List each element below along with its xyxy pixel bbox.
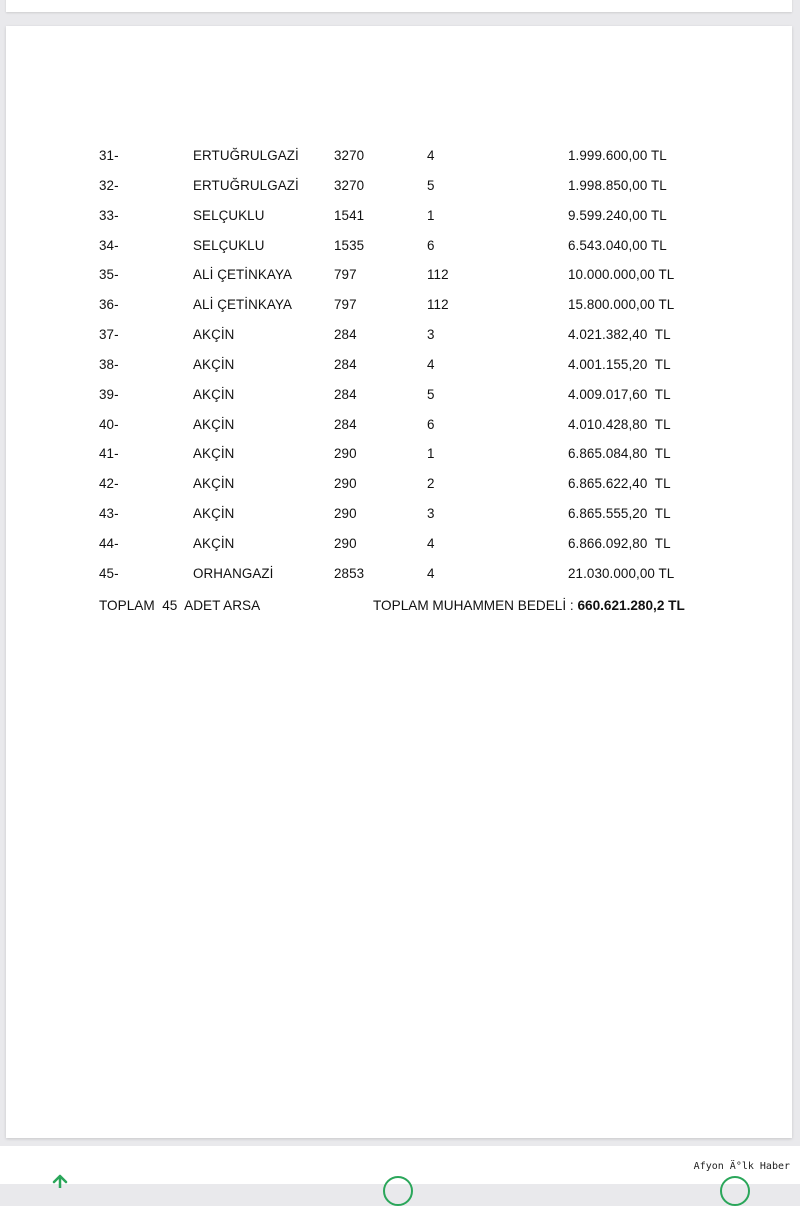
neighborhood-cell: ORHANGAZİ [193, 565, 274, 581]
value-cell: 4.021.382,40 TL [568, 327, 671, 343]
parcel-cell: 4 [427, 356, 435, 372]
row-number: 43- [99, 506, 119, 522]
table-row [6, 530, 792, 560]
block-cell: 1535 [334, 237, 365, 253]
value-cell: 15.800.000,00 TL [568, 297, 675, 313]
total-value [373, 598, 685, 613]
row-number: 34- [99, 237, 119, 253]
block-cell: 290 [334, 535, 357, 551]
row-number: 32- [99, 177, 119, 193]
whatsapp-icon[interactable] [383, 1176, 413, 1206]
value-cell: 6.865.084,80 TL [568, 446, 671, 462]
table-row [6, 440, 792, 470]
value-cell: 6.866.092,80 TL [568, 535, 671, 551]
parcel-cell: 4 [427, 535, 435, 551]
block-cell: 797 [334, 297, 357, 313]
parcel-cell: 6 [427, 237, 435, 253]
value-cell: 6.865.622,40 TL [568, 476, 671, 492]
table-row [6, 261, 792, 291]
row-number: 36- [99, 297, 119, 313]
neighborhood-cell: SELÇUKLU [193, 207, 265, 223]
value-cell: 21.030.000,00 TL [568, 565, 675, 581]
block-cell: 3270 [334, 148, 365, 163]
neighborhood-cell: AKÇİN [193, 356, 235, 372]
table-row [6, 411, 792, 441]
table-row [6, 232, 792, 262]
share-icon[interactable] [50, 1174, 70, 1188]
totals-line [6, 598, 792, 618]
neighborhood-cell: AKÇİN [193, 386, 235, 402]
parcel-cell: 5 [427, 386, 435, 402]
row-number: 41- [99, 446, 119, 462]
table-row [6, 381, 792, 411]
table-row [6, 202, 792, 232]
value-cell: 4.010.428,80 TL [568, 416, 671, 432]
parcel-cell: 4 [427, 565, 435, 581]
block-cell: 1541 [334, 207, 365, 223]
row-number: 35- [99, 267, 119, 283]
table-row [6, 500, 792, 530]
row-number: 42- [99, 476, 119, 492]
circle-action-icon[interactable] [720, 1176, 750, 1206]
row-number: 44- [99, 535, 119, 551]
row-number: 40- [99, 416, 119, 432]
parcel-cell: 112 [427, 267, 449, 283]
row-number: 45- [99, 565, 119, 581]
neighborhood-cell: ALİ ÇETİNKAYA [193, 267, 293, 283]
block-cell: 284 [334, 356, 357, 372]
block-cell: 797 [334, 267, 357, 283]
table-row [6, 321, 792, 351]
value-cell: 6.865.555,20 TL [568, 506, 671, 522]
block-cell: 2853 [334, 565, 365, 581]
row-number: 31- [99, 148, 119, 163]
value-cell: 1.999.600,00 TL [568, 148, 667, 163]
neighborhood-cell: AKÇİN [193, 535, 235, 551]
neighborhood-cell: AKÇİN [193, 416, 235, 432]
row-number: 38- [99, 356, 119, 372]
neighborhood-cell: AKÇİN [193, 476, 235, 492]
parcel-cell: 1 [427, 207, 435, 223]
value-cell: 10.000.000,00 TL [568, 267, 675, 283]
value-cell: 4.009.017,60 TL [568, 386, 671, 402]
block-cell: 3270 [334, 177, 365, 193]
block-cell: 284 [334, 327, 357, 343]
neighborhood-cell: SELÇUKLU [193, 237, 265, 253]
table-row [6, 142, 792, 172]
row-number: 39- [99, 386, 119, 402]
table-row [6, 560, 792, 590]
parcel-cell: 4 [427, 148, 435, 163]
previous-page-edge [6, 0, 792, 12]
watermark: Afyon Ä°lk Haber [693, 1161, 790, 1172]
value-cell: 6.543.040,00 TL [568, 237, 667, 253]
block-cell: 284 [334, 416, 357, 432]
neighborhood-cell: AKÇİN [193, 327, 235, 343]
block-cell: 290 [334, 446, 357, 462]
document-page [6, 26, 792, 1138]
table-row [6, 291, 792, 321]
parcel-cell: 3 [427, 327, 435, 343]
total-value-amount: 660.621.280,2 TL [577, 598, 685, 613]
table-row [6, 172, 792, 202]
value-cell: 9.599.240,00 TL [568, 207, 667, 223]
table-row [6, 470, 792, 500]
neighborhood-cell: AKÇİN [193, 446, 235, 462]
row-number: 33- [99, 207, 119, 223]
table-row [6, 351, 792, 381]
block-cell: 290 [334, 476, 357, 492]
value-cell: 4.001.155,20 TL [568, 356, 671, 372]
total-count: TOPLAM 45 ADET ARSA [99, 598, 261, 613]
parcel-cell: 6 [427, 416, 435, 432]
row-number: 37- [99, 327, 119, 343]
parcel-cell: 112 [427, 297, 449, 313]
neighborhood-cell: ERTUĞRULGAZİ [193, 177, 299, 193]
total-value-label: TOPLAM MUHAMMEN BEDELİ : [373, 598, 578, 613]
value-cell: 1.998.850,00 TL [568, 177, 667, 193]
block-cell: 284 [334, 386, 357, 402]
parcel-cell: 5 [427, 177, 435, 193]
parcel-cell: 3 [427, 506, 435, 522]
parcel-cell: 2 [427, 476, 435, 492]
block-cell: 290 [334, 506, 357, 522]
parcel-cell: 1 [427, 446, 435, 462]
neighborhood-cell: AKÇİN [193, 506, 235, 522]
neighborhood-cell: ERTUĞRULGAZİ [193, 148, 299, 163]
bottom-toolbar [0, 1146, 800, 1184]
land-table [6, 142, 792, 590]
neighborhood-cell: ALİ ÇETİNKAYA [193, 297, 293, 313]
